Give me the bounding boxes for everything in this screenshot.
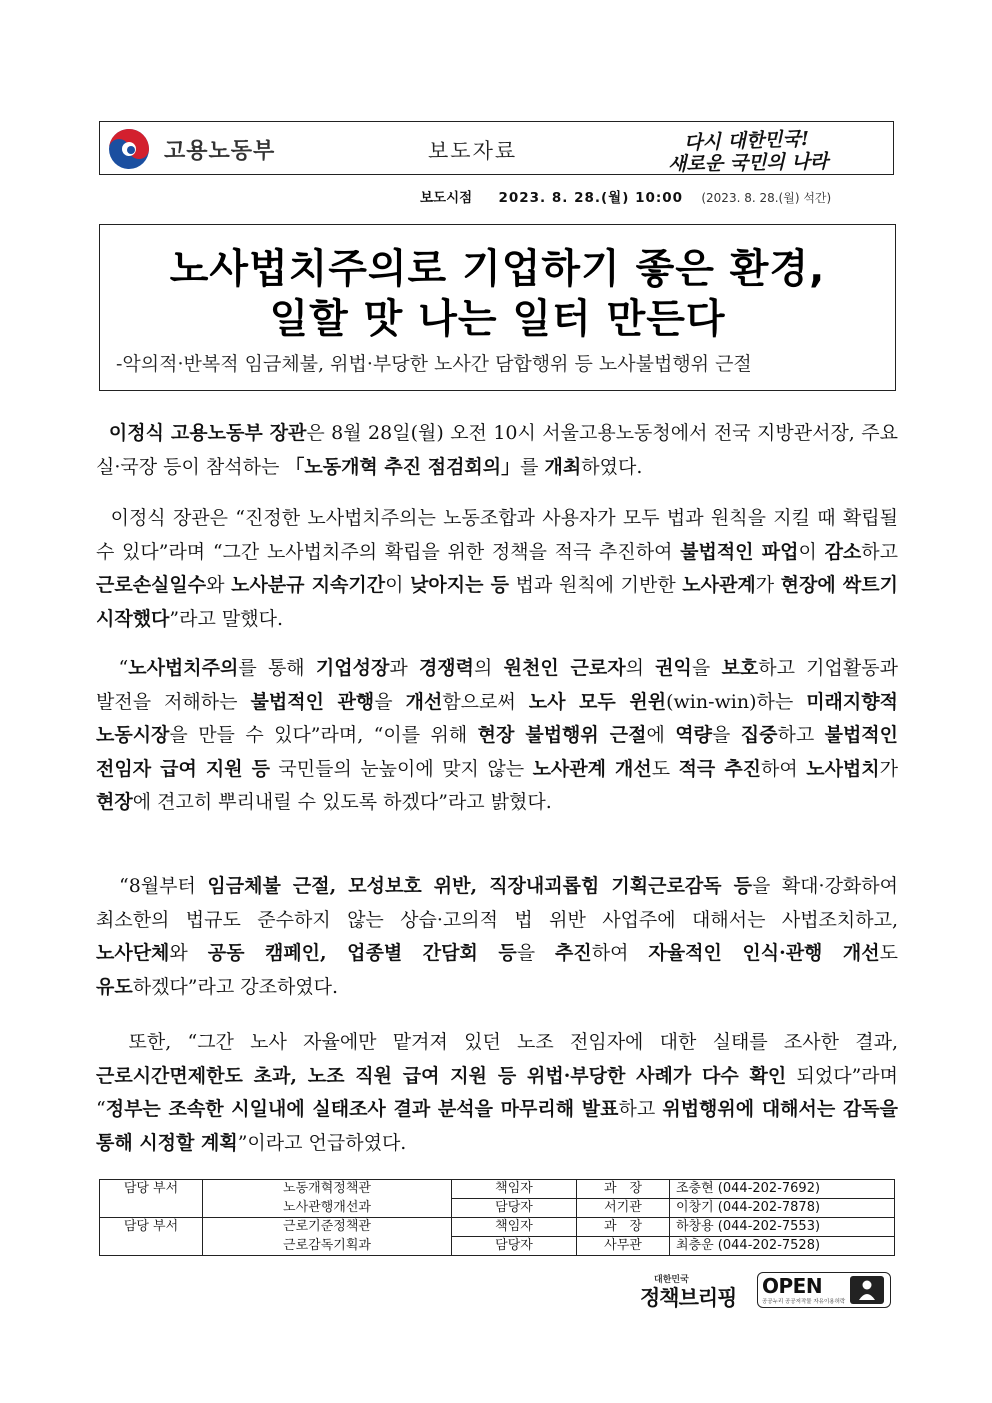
emphasis-text: 감소 xyxy=(824,540,862,563)
body-text: 을 xyxy=(374,690,406,713)
title-box xyxy=(99,224,896,391)
body-text: 의 xyxy=(625,657,656,679)
body-text: 이 xyxy=(798,540,825,563)
emphasis-text: 낮아지는 등 xyxy=(410,574,510,596)
slogan-line-1: 다시 대한민국! xyxy=(683,127,810,155)
briefing-main-text: 정책브리핑 xyxy=(640,1286,737,1310)
role: 책임자 xyxy=(452,1218,577,1237)
body-text: 에 xyxy=(646,724,676,746)
role: 담당자 xyxy=(452,1199,577,1218)
ministry-name: 고용노동부 xyxy=(164,139,276,164)
paragraph-1 xyxy=(96,417,898,484)
office-name: 근로기준정책관 xyxy=(203,1218,452,1237)
emphasis-text: 공동 캠페인, 업종별 간담회 등 xyxy=(207,942,517,964)
policy-briefing-logo xyxy=(640,1272,748,1314)
body-text: 를 통해 xyxy=(238,657,316,679)
release-label: 보도시점 xyxy=(420,190,473,206)
body-text: 을 xyxy=(691,657,722,679)
emphasis-text: 노사분규 지속기간 xyxy=(231,574,386,596)
subtitle: -악의적·반복적 임금체불, 위법·부당한 노사간 담합행위 등 노사불법행위 근절 xyxy=(116,353,752,375)
role: 담당자 xyxy=(452,1237,577,1256)
person: 최충운 (044-202-7528) xyxy=(670,1237,895,1256)
person: 조충현 (044-202-7692) xyxy=(670,1180,895,1199)
release-note: (2023. 8. 28.(월) 석간) xyxy=(701,191,832,205)
body-text: 와 xyxy=(169,942,208,964)
emphasis-text: 노사법치주의 xyxy=(128,657,239,679)
emphasis-text: 적극 추진 xyxy=(678,757,762,780)
body-text: 또한, “그간 노사 자율에만 맡겨져 있던 노조 전임자에 대한 실태를 조사한 결과, xyxy=(96,1031,898,1053)
emphasis-text: 근로손실일수 xyxy=(96,574,207,596)
open-caption: 공공누리 공공저작물 자유이용허락 xyxy=(762,1299,846,1305)
table-row xyxy=(100,1199,895,1218)
paragraph-5 xyxy=(96,1026,898,1160)
table-row xyxy=(100,1237,895,1256)
taegeuk-logo-icon xyxy=(108,128,150,170)
body-text: 가 xyxy=(879,757,898,780)
emphasis-text: 임금체불 근절, 모성보호 위반, 직장내괴롭힘 기획근로감독 등 xyxy=(207,875,752,897)
person: 하창용 (044-202-7553) xyxy=(670,1218,895,1237)
person: 이창기 (044-202-7878) xyxy=(670,1199,895,1218)
position: 과 장 xyxy=(577,1218,670,1237)
release-date: 2023. 8. 28.(월) 10:00 xyxy=(498,190,684,206)
emphasis-text: 불법적인 파업 xyxy=(680,540,799,563)
body-text: 하고 xyxy=(777,724,825,746)
briefing-small-text: 대한민국 xyxy=(654,1275,689,1285)
body-text: 도 xyxy=(879,942,898,964)
body-text: 을 xyxy=(711,724,741,746)
emphasis-text: 현장 불법행위 근절 xyxy=(477,724,647,746)
dept-label: 담당 부서 xyxy=(100,1218,203,1256)
attribution-icon xyxy=(850,1276,884,1304)
body-text: 하였다. xyxy=(581,455,643,478)
slogan-line-2: 새로운 국민의 나라 xyxy=(667,150,829,176)
body-text: 을 확대·강화하여 최소한의 법규도 준수하지 않는 상습·고의적 법 위반 사업주에 대해서는 사법조치하고, xyxy=(96,875,898,931)
paragraph-2 xyxy=(96,502,898,636)
role: 책임자 xyxy=(452,1180,577,1199)
headline-line-2: 일할 맛 나는 일터 만든다 xyxy=(269,296,726,342)
body-text: 에 견고히 뿌리내릴 수 있도록 하겠다”라고 밝혔다. xyxy=(132,791,552,813)
body-text: 법과 원칙에 기반한 xyxy=(509,574,683,596)
emphasis-text: 현장 xyxy=(96,791,133,813)
emphasis-text: 추진 xyxy=(555,942,592,964)
emphasis-text: 이정식 고용노동부 장관 xyxy=(108,422,307,444)
body-text: 의 xyxy=(474,657,504,679)
table-row xyxy=(100,1218,895,1237)
body-text: 하고 xyxy=(618,1098,663,1120)
kogl-open-badge xyxy=(757,1272,891,1308)
emphasis-text: 「노동개혁 추진 점검회의」 xyxy=(285,455,521,478)
body-text: 와 xyxy=(206,574,232,596)
emphasis-text: 근로시간면제한도 초과, 노조 직원 급여 지원 등 위법·부당한 사례가 다수 확인 xyxy=(96,1064,787,1087)
open-text: OPEN xyxy=(762,1274,823,1298)
paragraph-3 xyxy=(96,652,898,820)
table-row xyxy=(100,1180,895,1199)
body-text: 하여 xyxy=(591,942,649,964)
body-text: 을 만들 수 있다”라며, “이를 위해 xyxy=(169,724,478,746)
body-text: (win-win)하는 xyxy=(666,690,807,713)
emphasis-text: 개선 xyxy=(405,690,443,713)
header-box xyxy=(99,121,894,175)
dept-label: 담당 부서 xyxy=(100,1180,203,1218)
document-type: 보도자료 xyxy=(428,139,518,163)
emphasis-text: 유도 xyxy=(96,975,133,998)
emphasis-text: 노사법치 xyxy=(806,757,880,780)
emphasis-text: 역량 xyxy=(675,724,712,746)
emphasis-text: 자율적인 인식·관행 개선 xyxy=(648,942,880,964)
body-text: 과 xyxy=(389,657,419,679)
office-name: 노사관행개선과 xyxy=(203,1199,452,1218)
body-text: ”라고 말했다. xyxy=(169,607,283,630)
body-text: 되었다”라며 “ xyxy=(96,1064,898,1120)
emphasis-text: 노사 모두 윈윈 xyxy=(528,690,667,713)
body-text: 하여 xyxy=(761,757,807,780)
body-text xyxy=(96,422,109,444)
body-text: ”이라고 언급하였다. xyxy=(237,1131,407,1154)
body-text: 가 xyxy=(755,574,781,596)
contact-table xyxy=(99,1179,895,1256)
emphasis-text: 위법행위에 대해서는 감독을 통해 시정할 계획 xyxy=(96,1098,899,1154)
body-text: 국민들의 눈높이에 맞지 않는 xyxy=(269,757,533,780)
body-text: “ xyxy=(96,657,129,679)
emphasis-text: 불법적인 전임자 급여 지원 등 xyxy=(96,724,899,780)
office-name: 노동개혁정책관 xyxy=(203,1180,452,1199)
body-text: 하겠다”라고 강조하였다. xyxy=(132,975,339,998)
headline-line-1: 노사법치주의로 기업하기 좋은 환경, xyxy=(169,246,826,292)
emphasis-text: 노사관계 개선 xyxy=(532,757,652,780)
emphasis-text: 노사관계 xyxy=(682,574,756,596)
slogan xyxy=(660,124,890,174)
emphasis-text: 권익 xyxy=(655,657,692,679)
body-text: 을 xyxy=(516,942,556,964)
emphasis-text: 원천인 근로자 xyxy=(503,657,626,679)
body-text: 하고 기업활동과 발전을 저해하는 xyxy=(96,657,898,713)
position: 과 장 xyxy=(577,1180,670,1199)
body-text: 이 xyxy=(385,574,411,596)
body-text: 를 xyxy=(520,455,545,478)
body-text: 은 8월 28일(월) 오전 10시 서울고용노동청에서 전국 지방관서장, 주요 실·국장 등이 참석하는 xyxy=(96,422,898,478)
emphasis-text: 집중 xyxy=(740,724,778,746)
emphasis-text: 경쟁력 xyxy=(418,657,474,679)
body-text: 도 xyxy=(651,757,679,780)
emphasis-text: 정부는 조속한 시일내에 실태조사 결과 분석을 마무리해 발표 xyxy=(105,1098,619,1120)
emphasis-text: 개최 xyxy=(544,455,582,478)
paragraph-4 xyxy=(96,870,898,1004)
release-time xyxy=(420,186,831,206)
emphasis-text: 보호 xyxy=(721,657,759,679)
emphasis-text: 불법적인 관행 xyxy=(250,690,375,713)
position: 서기관 xyxy=(577,1199,670,1218)
body-text: 함으로써 xyxy=(442,690,529,713)
position: 사무관 xyxy=(577,1237,670,1256)
body-text: 하고 xyxy=(861,540,898,563)
emphasis-text: 기업성장 xyxy=(315,657,390,679)
office-name: 근로감독기획과 xyxy=(203,1237,452,1256)
emphasis-text: 현장에 싹트기 시작했다 xyxy=(96,574,898,630)
body-text: 이정식 장관은 “진정한 노사법치주의는 노동조합과 사용자가 모두 법과 원칙을 지킬 때 확립될 수 있다”라며 “그간 노사법치주의 확립을 위한 정책을 적극 추진하여 xyxy=(96,507,898,563)
emphasis-text: 미래지향적 노동시장 xyxy=(96,690,898,746)
emphasis-text: 노사단체 xyxy=(96,942,170,964)
body-text: “8월부터 xyxy=(96,875,208,897)
